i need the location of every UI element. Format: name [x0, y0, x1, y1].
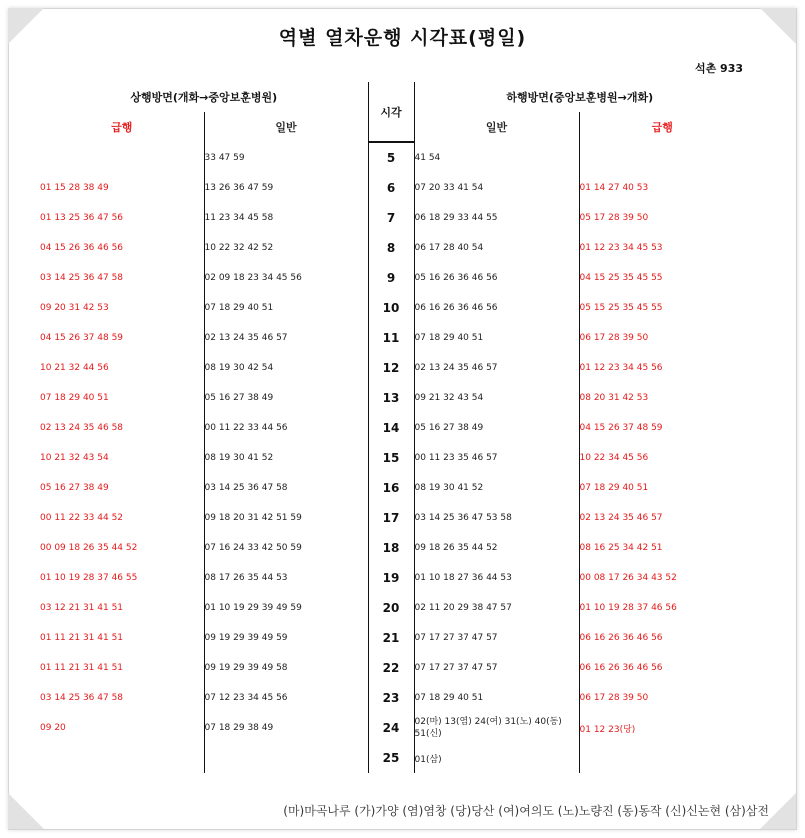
down-express-times: 01 12 23 34 45 56 — [579, 363, 663, 373]
up-express-times: 01 15 28 38 49 — [40, 173, 204, 203]
down-express-times: 05 15 25 35 45 55 — [579, 303, 663, 313]
up-local-times: 33 47 59 — [204, 142, 368, 173]
up-local-times: 05 16 27 38 49 — [204, 383, 368, 413]
down-local-times: 09 18 26 35 44 52 — [414, 533, 579, 563]
hour-cell: 15 — [368, 443, 414, 473]
down-local-times: 07 17 27 37 47 57 — [414, 623, 579, 653]
hour-cell: 10 — [368, 293, 414, 323]
down-express-times: 06 16 26 36 46 56 — [579, 663, 663, 673]
up-express-times — [40, 743, 204, 773]
table-row — [40, 353, 745, 383]
hour-cell: 13 — [368, 383, 414, 413]
table-row — [40, 413, 745, 443]
table-row — [40, 203, 745, 233]
page-curl-decoration — [8, 793, 44, 829]
table-row — [40, 173, 745, 203]
up-local-times: 09 19 29 39 49 59 — [204, 623, 368, 653]
down-express-times: 02 13 24 35 46 57 — [579, 513, 663, 523]
hour-cell: 20 — [368, 593, 414, 623]
page-title: 역별 열차운행 시각표(평일) — [278, 27, 527, 49]
down-express-times: 04 15 26 37 48 59 — [579, 423, 663, 433]
up-local-times: 07 18 29 40 51 — [204, 293, 368, 323]
up-express-times — [40, 142, 204, 173]
up-express-times: 09 20 — [40, 713, 204, 743]
hour-cell: 5 — [368, 142, 414, 173]
up-express-times: 03 12 21 31 41 51 — [40, 593, 204, 623]
down-local-times: 06 17 28 40 54 — [414, 233, 579, 263]
up-express-times: 10 21 32 44 56 — [40, 353, 204, 383]
down-express-times: 06 17 28 39 50 — [579, 333, 649, 343]
hour-cell: 16 — [368, 473, 414, 503]
hour-cell: 22 — [368, 653, 414, 683]
up-express-times: 10 21 32 43 54 — [40, 443, 204, 473]
up-local-times: 08 17 26 35 44 53 — [204, 563, 368, 593]
down-local-times: 07 20 33 41 54 — [414, 173, 579, 203]
table-row — [40, 233, 745, 263]
down-local-times: 02(마) 13(염) 24(여) 31(노) 40(동) 51(신) — [414, 713, 579, 743]
table-row — [40, 473, 745, 503]
down-express-times: 01 12 23(당) — [579, 724, 636, 735]
hour-cell: 17 — [368, 503, 414, 533]
down-express-times — [579, 142, 745, 173]
table-row — [40, 443, 745, 473]
up-direction-header: 상행방면(개화→중앙보훈병원) — [40, 82, 368, 112]
up-express-times: 00 09 18 26 35 44 52 — [40, 533, 204, 563]
down-express-times: 08 20 31 42 53 — [579, 393, 649, 403]
up-local-times: 07 16 24 33 42 50 59 — [204, 533, 368, 563]
table-row — [40, 142, 745, 173]
down-express-times: 08 16 25 34 42 51 — [579, 543, 663, 553]
down-express-header: 급행 — [651, 121, 673, 134]
down-local-times: 00 11 23 35 46 57 — [414, 443, 579, 473]
up-local-times: 09 19 29 39 49 58 — [204, 653, 368, 683]
table-row — [40, 713, 745, 743]
up-local-times: 07 12 23 34 45 56 — [204, 683, 368, 713]
down-local-times: 07 17 27 37 47 57 — [414, 653, 579, 683]
up-express-times: 02 13 24 35 46 58 — [40, 413, 204, 443]
up-local-times: 11 23 34 45 58 — [204, 203, 368, 233]
hour-cell: 23 — [368, 683, 414, 713]
down-local-times: 01 10 18 27 36 44 53 — [414, 563, 579, 593]
timetable — [40, 82, 745, 773]
up-express-times: 04 15 26 37 48 59 — [40, 323, 204, 353]
table-row — [40, 503, 745, 533]
up-local-times: 07 18 29 38 49 — [204, 713, 368, 743]
down-express-times — [579, 743, 745, 773]
down-express-times: 01 10 19 28 37 46 56 — [579, 603, 677, 613]
down-local-header: 일반 — [414, 112, 579, 142]
hour-cell: 24 — [368, 713, 414, 743]
hour-cell: 12 — [368, 353, 414, 383]
up-express-times: 07 18 29 40 51 — [40, 383, 204, 413]
down-local-times: 02 11 20 29 38 47 57 — [414, 593, 579, 623]
up-local-times: 08 19 30 42 54 — [204, 353, 368, 383]
up-express-times: 01 11 21 31 41 51 — [40, 623, 204, 653]
down-express-times: 06 17 28 39 50 — [579, 693, 649, 703]
hour-cell: 9 — [368, 263, 414, 293]
up-local-times: 09 18 20 31 42 51 59 — [204, 503, 368, 533]
up-local-times: 00 11 22 33 44 56 — [204, 413, 368, 443]
table-row — [40, 263, 745, 293]
table-row — [40, 683, 745, 713]
up-local-times: 02 09 18 23 34 45 56 — [204, 263, 368, 293]
up-express-times: 04 15 26 36 46 56 — [40, 233, 204, 263]
hour-cell: 6 — [368, 173, 414, 203]
hour-cell: 11 — [368, 323, 414, 353]
down-local-times: 06 16 26 36 46 56 — [414, 293, 579, 323]
up-express-times: 01 10 19 28 37 46 55 — [40, 563, 204, 593]
up-express-times: 05 16 27 38 49 — [40, 473, 204, 503]
hour-cell: 19 — [368, 563, 414, 593]
table-row — [40, 623, 745, 653]
down-local-times: 41 54 — [414, 142, 579, 173]
up-local-header: 일반 — [204, 112, 368, 142]
station-label: 석촌 933 — [694, 62, 743, 75]
up-express-times: 01 13 25 36 47 56 — [40, 203, 204, 233]
table-row — [40, 533, 745, 563]
hour-cell: 21 — [368, 623, 414, 653]
down-express-times: 00 08 17 26 34 43 52 — [579, 573, 677, 583]
down-express-times: 01 14 27 40 53 — [579, 183, 649, 193]
table-row — [40, 293, 745, 323]
up-local-times: 02 13 24 35 46 57 — [204, 323, 368, 353]
table-row — [40, 743, 745, 773]
down-direction-header: 하행방면(중앙보훈병원→개화) — [506, 91, 654, 104]
down-express-times: 05 17 28 39 50 — [579, 213, 649, 223]
down-express-times: 06 16 26 36 46 56 — [579, 633, 663, 643]
up-express-times: 01 11 21 31 41 51 — [40, 653, 204, 683]
table-row — [40, 323, 745, 353]
hour-cell: 8 — [368, 233, 414, 263]
station-abbreviation-legend: (마)마곡나루 (가)가양 (염)염창 (당)당산 (여)여의도 (노)노량진 (동)동작 (신)신논현 (삼)삼전 — [283, 804, 769, 818]
up-express-times: 03 14 25 36 47 58 — [40, 683, 204, 713]
up-express-times: 09 20 31 42 53 — [40, 293, 204, 323]
up-express-times: 03 14 25 36 47 58 — [40, 263, 204, 293]
hour-header: 시각 — [368, 82, 414, 142]
up-express-header: 급행 — [40, 112, 204, 142]
down-local-times: 07 18 29 40 51 — [414, 323, 579, 353]
down-local-times: 02 13 24 35 46 57 — [414, 353, 579, 383]
hour-cell: 18 — [368, 533, 414, 563]
hour-cell: 14 — [368, 413, 414, 443]
hour-cell: 7 — [368, 203, 414, 233]
down-express-times: 04 15 25 35 45 55 — [579, 273, 663, 283]
down-local-times: 05 16 26 36 46 56 — [414, 263, 579, 293]
table-row — [40, 563, 745, 593]
down-local-times: 03 14 25 36 47 53 58 — [414, 503, 579, 533]
down-local-times: 09 21 32 43 54 — [414, 383, 579, 413]
table-row — [40, 593, 745, 623]
up-local-times: 01 10 19 29 39 49 59 — [204, 593, 368, 623]
down-express-times: 10 22 34 45 56 — [579, 453, 649, 463]
down-local-times: 05 16 27 38 49 — [414, 413, 579, 443]
down-local-times: 08 19 30 41 52 — [414, 473, 579, 503]
up-local-times: 10 22 32 42 52 — [204, 233, 368, 263]
up-local-times: 03 14 25 36 47 58 — [204, 473, 368, 503]
up-local-times: 08 19 30 41 52 — [204, 443, 368, 473]
down-local-times: 07 18 29 40 51 — [414, 683, 579, 713]
down-express-times: 01 12 23 34 45 53 — [579, 243, 663, 253]
down-local-times: 06 18 29 33 44 55 — [414, 203, 579, 233]
down-local-times: 01(삼) — [414, 743, 579, 773]
table-row — [40, 653, 745, 683]
down-express-times: 07 18 29 40 51 — [579, 483, 649, 493]
up-local-times — [204, 743, 368, 773]
table-row — [40, 383, 745, 413]
up-express-times: 00 11 22 33 44 52 — [40, 503, 204, 533]
hour-cell: 25 — [368, 743, 414, 773]
up-local-times: 13 26 36 47 59 — [204, 173, 368, 203]
